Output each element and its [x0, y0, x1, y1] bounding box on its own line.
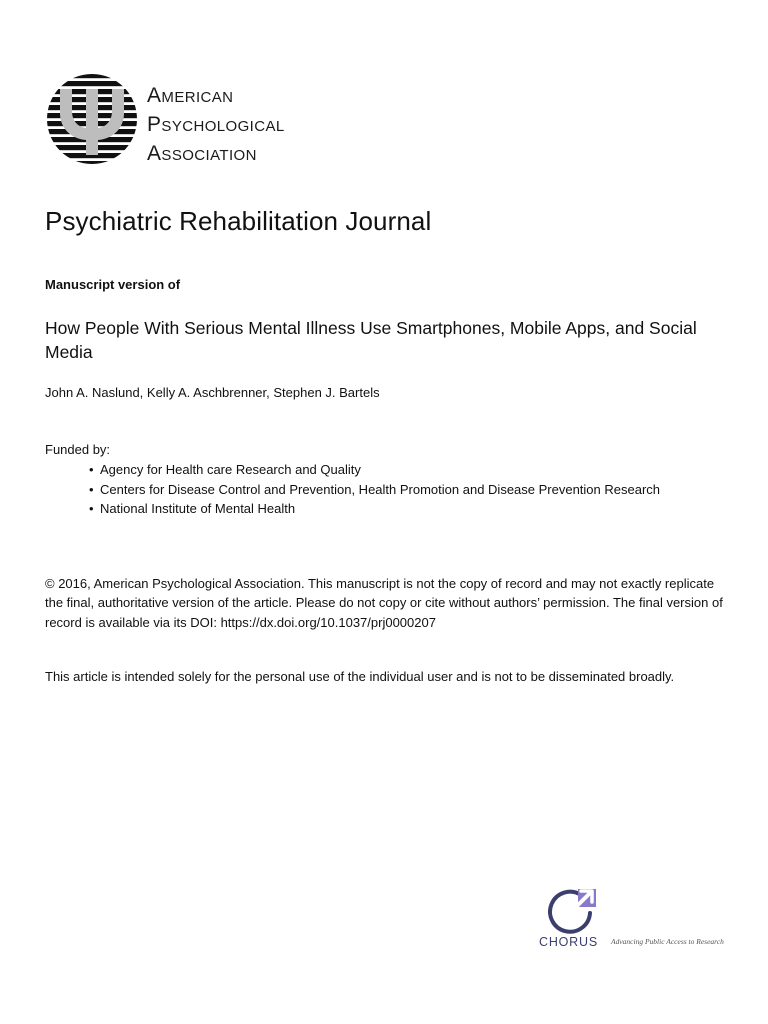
arrow-circle-icon: [548, 887, 596, 935]
bullet-icon: •: [89, 462, 94, 477]
journal-title: Psychiatric Rehabilitation Journal: [45, 206, 432, 236]
publisher-name-line: ASSOCIATION: [147, 142, 257, 165]
funding-item: [89, 460, 660, 480]
chorus-tagline: Advancing Public Access to Research: [611, 937, 724, 946]
funding-item: [89, 480, 660, 500]
funding-item-label: National Institute of Mental Health: [100, 501, 296, 516]
funding-list: [89, 460, 660, 519]
apa-logo: [46, 71, 306, 169]
usage-note: This article is intended solely for the personal use of the individual user and is not to be disseminated broadly.: [45, 669, 675, 684]
article-title: How People With Serious Mental Illness Use Smartphones, Mobile Apps, and Social Media: [45, 318, 697, 362]
funding-item-label: Agency for Health care Research and Quality: [100, 462, 361, 477]
funding-item-label: Centers for Disease Control and Prevention, Health Promotion and Disease Prevention Research: [100, 481, 661, 497]
bullet-icon: •: [89, 481, 94, 497]
publisher-name-line: AMERICAN: [147, 84, 234, 107]
authors: John A. Naslund, Kelly A. Aschbrenner, Stephen J. Bartels: [45, 385, 380, 400]
chorus-name: CHORUS: [539, 935, 598, 949]
copyright-notice: © 2016, American Psychological Association. This manuscript is not the copy of record and may not exactly replicate the final, authoritative version of the article. Please do not copy or cite without authors’ permission. The final version of record is available via its DOI: https://dx.doi.org/10.1037/prj0000207: [45, 576, 723, 630]
funding-item: [89, 499, 660, 519]
chorus-logo: [538, 887, 728, 951]
publisher-name: [147, 82, 285, 169]
bullet-icon: •: [89, 501, 94, 516]
psi-icon: [46, 71, 138, 167]
publisher-name-line: PSYCHOLOGICAL: [147, 113, 285, 136]
manuscript-label: Manuscript version of: [45, 277, 181, 292]
funding-label: Funded by:: [45, 442, 111, 457]
